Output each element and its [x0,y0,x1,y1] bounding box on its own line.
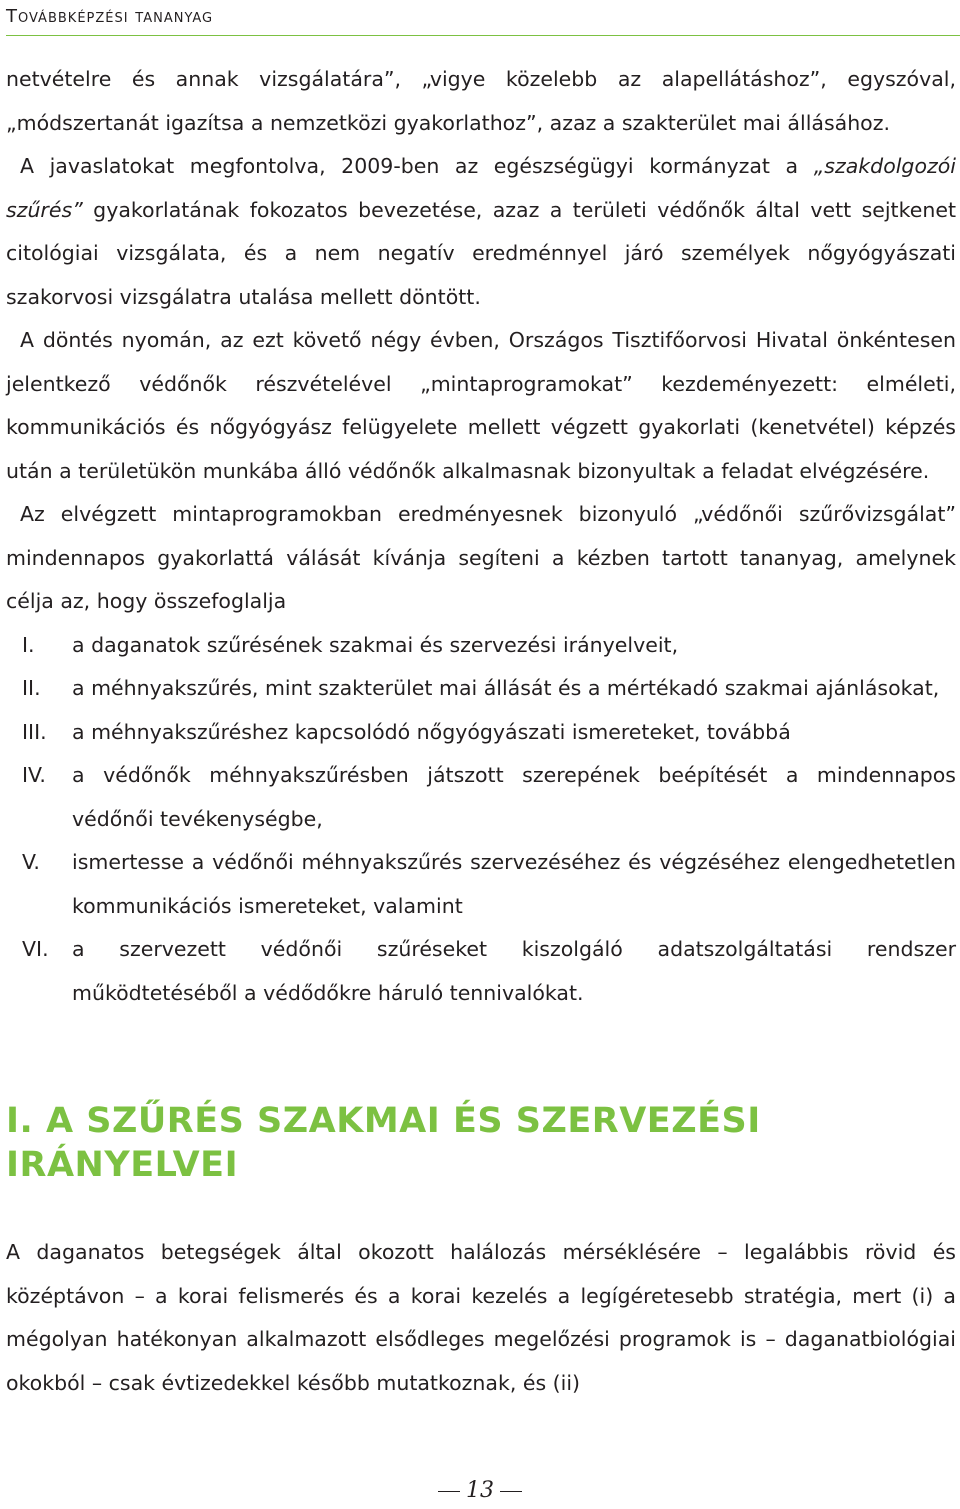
list-item-text: a méhnyakszűréshez kapcsolódó nőgyógyászati ismereteket, továbbá [72,719,791,744]
paragraph-2 [6,145,956,319]
footer-dash-left [438,1491,460,1492]
list-item [6,928,956,1015]
section-spacer [6,1187,956,1231]
page-number: 13 [466,1478,494,1503]
paragraph-2-part-a: A javaslatokat megfontolva, 2009-ben az egészségügyi kormányzat a [20,154,814,178]
list-item-text: a védőnők méhnyakszűrésben játszott szerepének beépítését a mindennapos védőnői tevékenységbe, [72,763,956,831]
section-paragraph: A daganatos betegségek által okozott halálozás mérséklésére – legalábbis rövid és középtávon – a korai felismerés és a korai kezelés a legígéretesebb stratégia, mert (i) a mégolyan hatékonyan alkalmazott elsődleges megelőzési programok is – daganatbiológiai okokból – csak évtizedekkel később mutatkoznak, és (ii) [6,1240,956,1395]
aims-list [6,624,956,1016]
list-item-text: ismertesse a védőnői méhnyakszűrés szervezéséhez és végzéséhez elengedhetetlen kommunikációs ismereteket, valamint [72,850,956,918]
header-rule [6,35,960,36]
section-heading: I. A SZŰRÉS SZAKMAI ÉS SZERVEZÉSI IRÁNYELVEI [6,1101,761,1185]
list-item [6,624,956,668]
list-item [6,754,956,841]
paragraph-1: netvételre és annak vizsgálatára”, „vigye közelebb az alapellátáshoz”, egyszóval, „módszertanát igazítsa a nemzetközi gyakorlathoz”, azaz a szakterület mai állásához. [6,67,956,135]
list-item-number: I. [22,632,35,657]
list-item-text: a méhnyakszűrés, mint szakterület mai állását és a mértékadó szakmai ajánlásokat, [72,676,940,700]
running-header [6,2,960,36]
paragraph-3: A döntés nyomán, az ezt követő négy évben, Országos Tisztifőorvosi Hivatal önkéntesen jelentkező védőnők részvételével „mintaprogramokat” kezdeményezett: elméleti, kommunikációs és nőgyógyász felügyelete mellett végzett gyakorlati (kenetvétel) képzés után a területükön munkába álló védőnők alkalmasnak bizonyultak a feladat elvégzésére. [6,328,956,483]
paragraph-2-part-b: gyakorlatának fokozatos bevezetése, azaz a területi védőnők által vett sejtkenet citológiai vizsgálata, és a nem negatív eredménnyel járó személyek nőgyógyászati szakorvosi vizsgálatra utalása mellett döntött. [6,197,956,309]
page-footer [0,1478,960,1503]
list-item-number: V. [22,850,40,874]
paragraph-4: Az elvégzett mintaprogramokban eredményesnek bizonyuló „védőnői szűrővizsgálat” mindennapos gyakorlattá válását kívánja segíteni a kézben tartott tananyag, amelynek célja az, hogy összefoglalja [6,502,956,613]
header-title: Továbbképzési tananyag [6,6,214,27]
section-spacer [6,1015,956,1099]
footer-dash-right [500,1491,522,1492]
list-item-number: IV. [22,763,46,787]
list-item-number: III. [22,719,47,744]
list-item-text: a szervezett védőnői szűréseket kiszolgáló adatszolgáltatási rendszer működtetéséből a védődőkre háruló tennivalókat. [72,937,956,1005]
list-item [6,711,956,755]
paragraph-2-emphasis: „szakdolgozói szűrés” [6,154,956,222]
list-item-number: VI. [22,937,49,961]
list-item [6,841,956,928]
page-content [6,58,956,1405]
list-item [6,667,956,711]
list-item-text: a daganatok szűrésének szakmai és szervezési irányelveit, [72,632,679,657]
list-item-number: II. [22,676,41,700]
